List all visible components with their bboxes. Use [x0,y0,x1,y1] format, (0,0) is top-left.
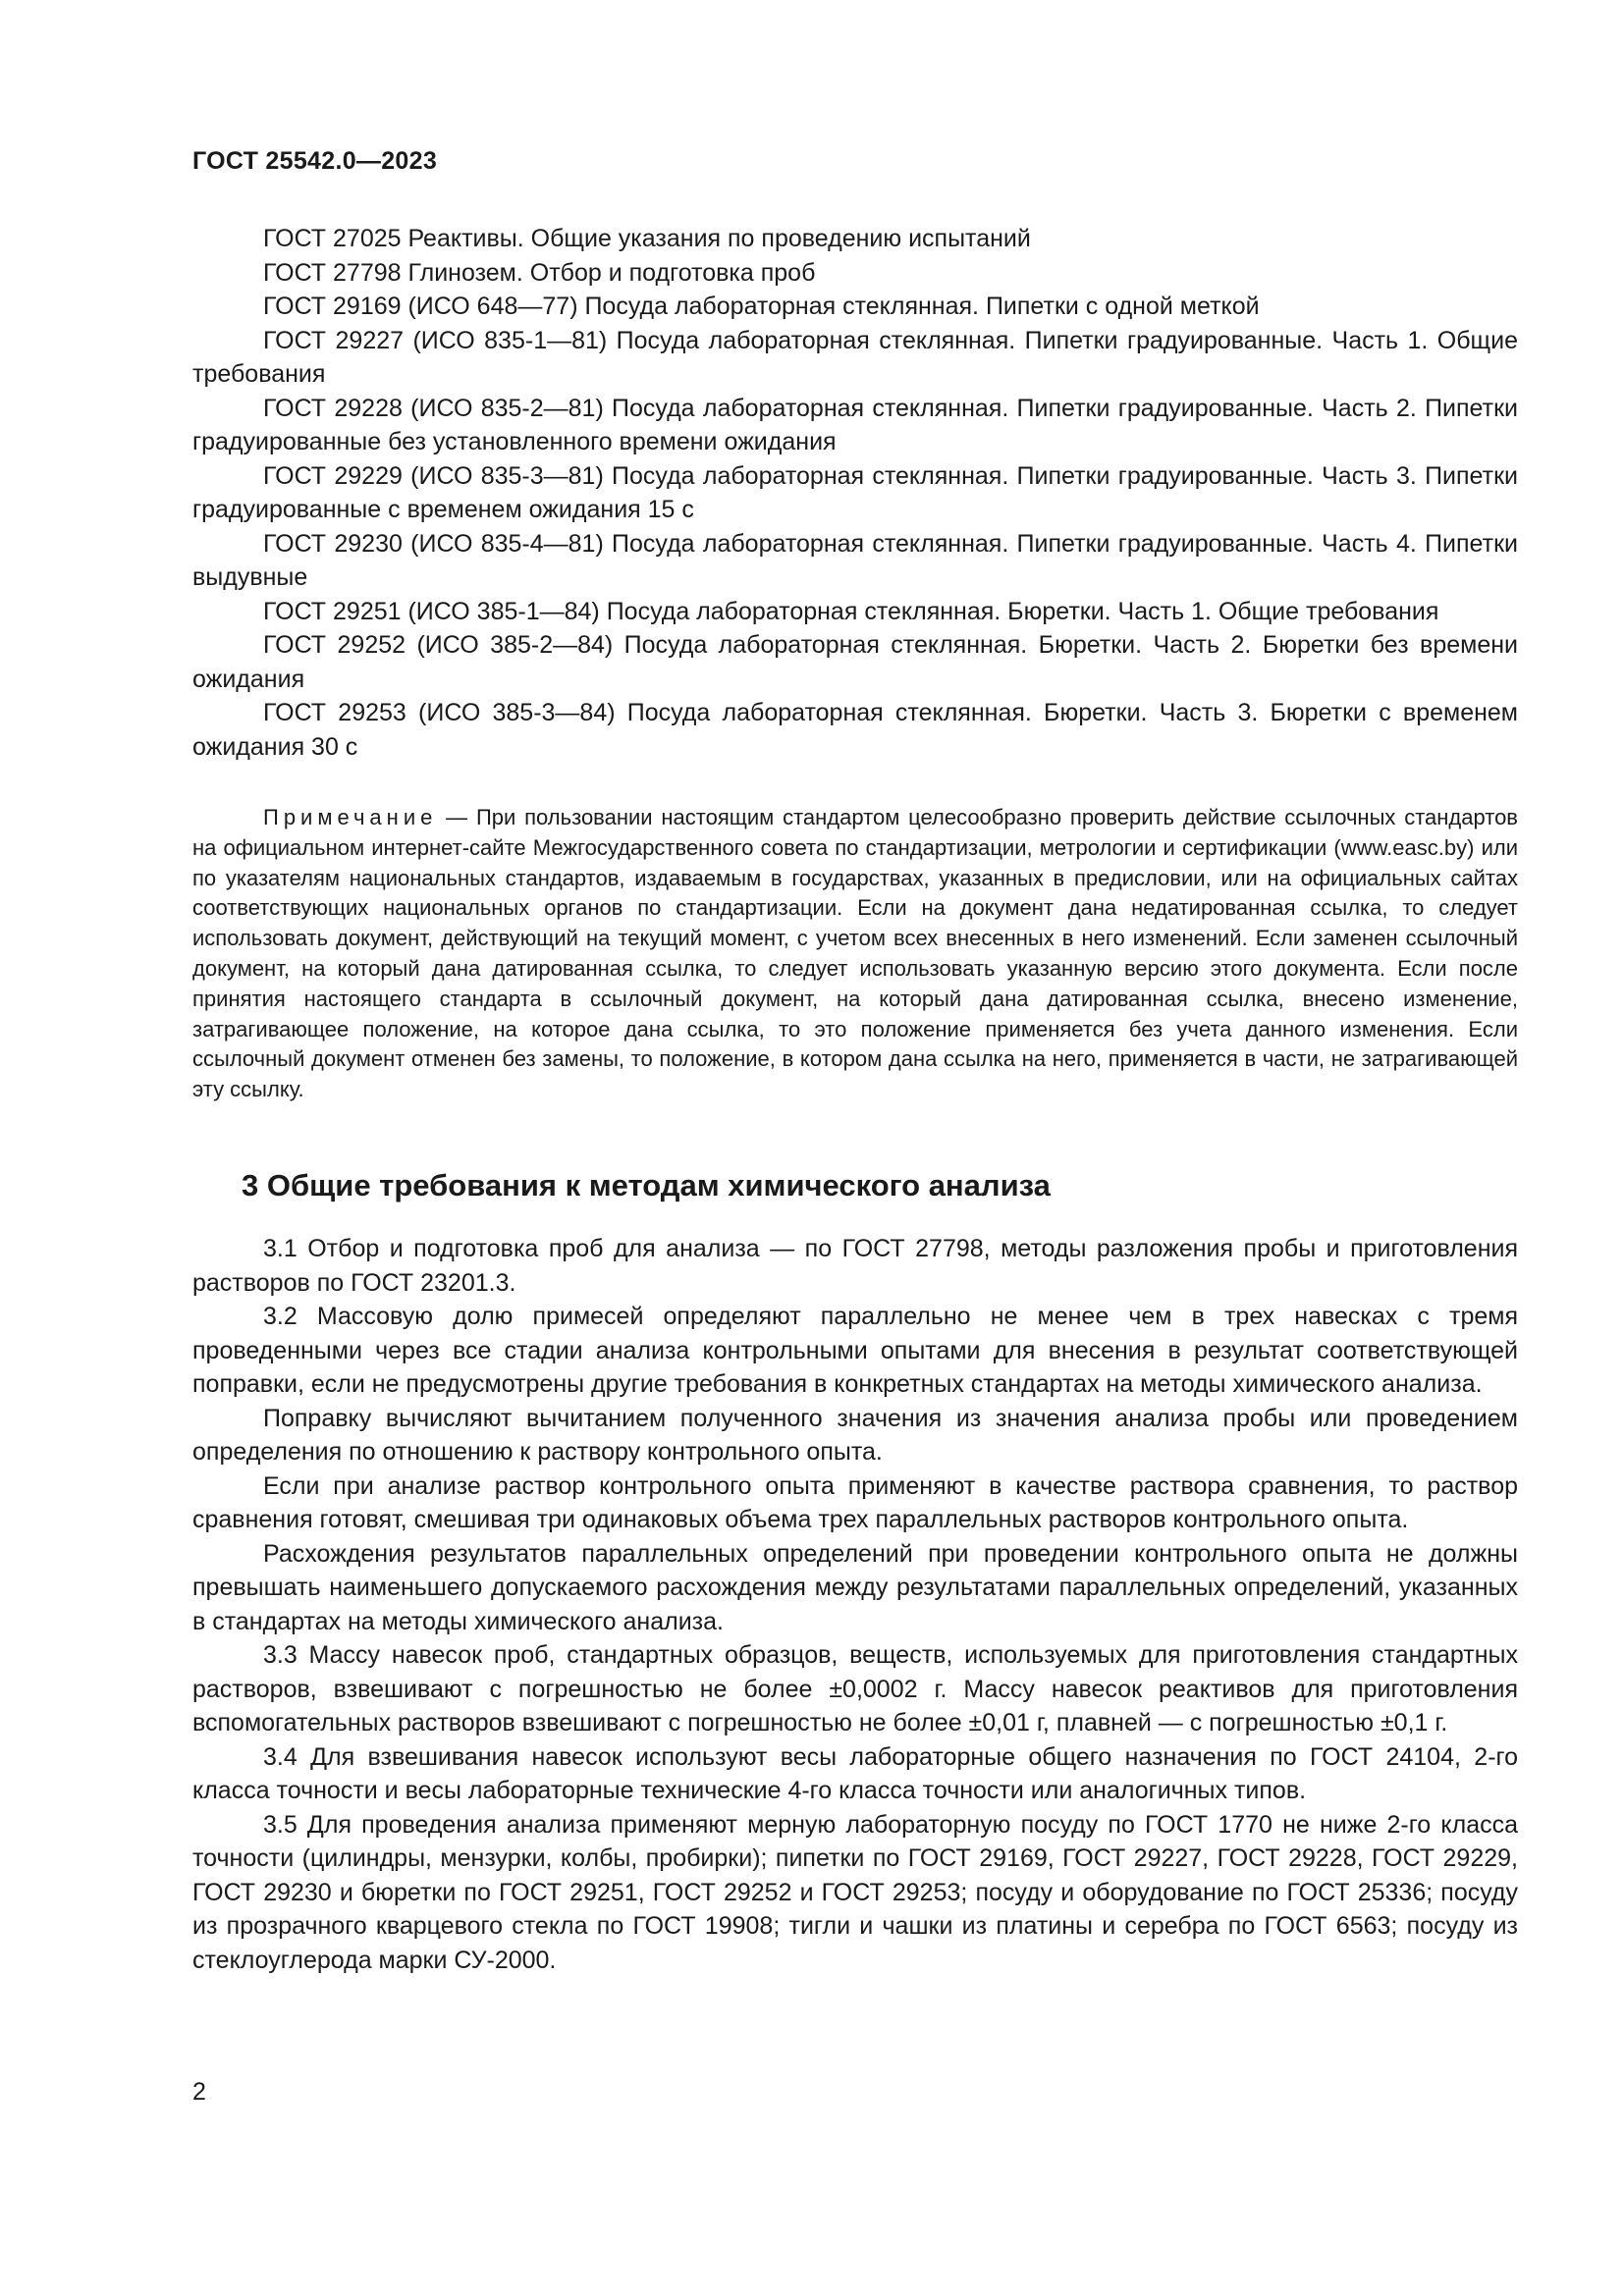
note-text: — При пользовании настоящим стандартом целесообразно проверить действие ссылочных стандартов на официальном интернет-сайте Межгосударственного совета по стандартизации, метрологии и сертификации (www.easc.by) или по указателям национальных стандартов, издаваемым в государствах, указанных в предисловии, или на официальных сайтах соответствующих национальных органов по стандартизации. Если на документ дана недатированная ссылка, то следует использовать документ, действующий на текущий момент, с учетом всех внесенных в него изменений. Если заменен ссылочный документ, на который дана датированная ссылка, то следует использовать указанную версию этого документа. Если после принятия настоящего стандарта в ссылочный документ, на который дана датированная ссылка, внесено изменение, затрагивающее положение, на которое дана ссылка, то это положение применяется без учета данного изменения. Если ссылочный документ отменен без замены, то положение, в котором дана ссылка на него, применяется в части, не затрагивающей эту ссылку. [192,805,1518,1102]
section-paragraph: 3.3 Массу навесок проб, стандартных образцов, веществ, используемых для приготовления стандартных растворов, взвешивают с погрешностью не более ±0,0002 г. Массу навесок реактивов для приготовления вспомогательных растворов взвешивают с погрешностью не более ±0,01 г, плавней — с погрешностью ±0,1 г. [192,1641,1518,1736]
reference-item: ГОСТ 29251 (ИСО 385-1—84) Посуда лабораторная стеклянная. Бюретки. Часть 1. Общие требования [263,597,1439,625]
section-body [192,1232,1518,1977]
reference-item: ГОСТ 27798 Глинозем. Отбор и подготовка проб [263,258,816,287]
reference-item: ГОСТ 29230 (ИСО 835-4—81) Посуда лабораторная стеклянная. Пипетки градуированные. Часть 4. Пипетки выдувные [192,529,1518,591]
reference-item: ГОСТ 29229 (ИСО 835-3—81) Посуда лабораторная стеклянная. Пипетки градуированные. Часть 3. Пипетки градуированные с временем ожидания 15 с [192,461,1518,523]
section-paragraph: 3.2 Массовую долю примесей определяют параллельно не менее чем в трех навесках с тремя проведенными через все стадии анализа контрольными опытами для внесения в результат соответствующей поправки, если не предусмотрены другие требования в конкретных стандартах на методы химического анализа. [192,1303,1518,1398]
section-paragraph: 3.4 Для взвешивания навесок используют весы лабораторные общего назначения по ГОСТ 24104, 2-го класса точности и весы лабораторные технические 4-го класса точности или аналогичных типов. [192,1742,1518,1804]
reference-item: ГОСТ 27025 Реактивы. Общие указания по проведению испытаний [263,225,1031,252]
note-block [192,803,1518,1105]
note-label: Примечание [263,805,438,829]
section-paragraph: 3.1 Отбор и подготовка проб для анализа — по ГОСТ 27798, методы разложения пробы и приготовления растворов по ГОСТ 23201.3. [192,1235,1518,1297]
section-paragraph: Поправку вычисляют вычитанием полученного значения из значения анализа пробы или проведением определения по отношению к раствору контрольного опыта. [192,1404,1518,1466]
document-header: ГОСТ 25542.0—2023 [192,147,438,175]
page-number: 2 [192,2078,206,2106]
section-heading: 3 Общие требования к методам химического анализа [242,1168,1051,1202]
reference-item: ГОСТ 29253 (ИСО 385-3—84) Посуда лабораторная стеклянная. Бюретки. Часть 3. Бюретки с временем ожидания 30 с [192,699,1518,761]
section-paragraph: Если при анализе раствор контрольного опыта применяют в качестве раствора сравнения, то раствор сравнения готовят, смешивая три одинаковых объема трех параллельных растворов контрольного опыта. [192,1471,1518,1533]
reference-item: ГОСТ 29169 (ИСО 648—77) Посуда лабораторная стеклянная. Пипетки с одной меткой [263,293,1260,320]
reference-item: ГОСТ 29227 (ИСО 835-1—81) Посуда лабораторная стеклянная. Пипетки градуированные. Часть 1. Общие требования [192,326,1518,388]
section-paragraph: Расхождения результатов параллельных определений при проведении контрольного опыта не должны превышать наименьшего допускаемого расхождения между результатами параллельных определений, указанных в стандартах на методы химического анализа. [192,1539,1518,1635]
section-paragraph: 3.5 Для проведения анализа применяют мерную лабораторную посуду по ГОСТ 1770 не ниже 2-го класса точности (цилиндры, мензурки, колбы, пробирки); пипетки по ГОСТ 29169, ГОСТ 29227, ГОСТ 29228, ГОСТ 29229, ГОСТ 29230 и бюретки по ГОСТ 29251, ГОСТ 29252 и ГОСТ 29253; посуду и оборудование по ГОСТ 25336; посуду из прозрачного кварцевого стекла по ГОСТ 19908; тигли и чашки из платины и серебра по ГОСТ 6563; посуду из стеклоуглерода марки СУ-2000. [192,1810,1518,1974]
reference-item: ГОСТ 29252 (ИСО 385-2—84) Посуда лабораторная стеклянная. Бюретки. Часть 2. Бюретки без времени ожидания [192,631,1518,693]
reference-item: ГОСТ 29228 (ИСО 835-2—81) Посуда лабораторная стеклянная. Пипетки градуированные. Часть 2. Пипетки градуированные без установленного времени ожидания [192,394,1518,455]
normative-references-list [192,222,1518,764]
note-paragraph [192,803,1518,1105]
